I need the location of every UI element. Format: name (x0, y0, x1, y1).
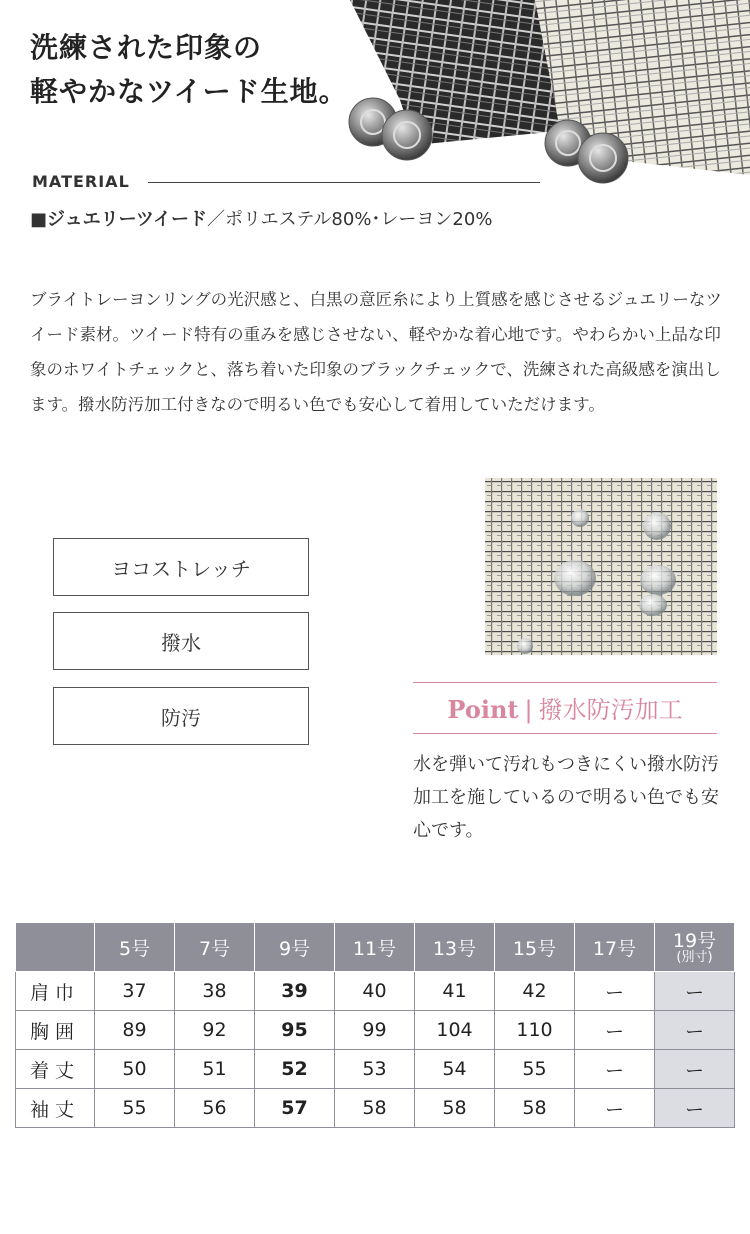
point-separator: | (524, 696, 533, 724)
table-cell: 92 (175, 1011, 255, 1050)
row-label: 袖丈 (16, 1089, 95, 1128)
point-rule-top (413, 682, 717, 683)
table-row (16, 1089, 735, 1128)
point-title: 撥水防汚加工 (538, 696, 683, 724)
material-divider (148, 182, 540, 183)
table-row (16, 1050, 735, 1089)
point-description: 水を弾いて汚れもつきにくい撥水防汚加工を施しているので明るい色でも安心です。 (413, 754, 719, 841)
table-cell: ー (655, 972, 735, 1011)
fabric-swatch-photo (345, 0, 750, 185)
size-header-label: 19号 (672, 929, 717, 952)
water-drop-photo (485, 478, 717, 655)
size-header-blank (16, 923, 95, 972)
table-cell: 104 (415, 1011, 495, 1050)
table-cell: ー (575, 972, 655, 1011)
table-cell: 56 (175, 1089, 255, 1128)
table-cell: ー (655, 1050, 735, 1089)
feature-water-repellent: 撥水 (53, 612, 309, 670)
size-header: 17号 (575, 923, 655, 972)
table-cell: 54 (415, 1050, 495, 1089)
material-composition: ／ポリエステル80%･レーヨン20% (207, 209, 493, 230)
point-label: Point (447, 695, 519, 724)
table-cell: 38 (175, 972, 255, 1011)
table-cell: 58 (415, 1089, 495, 1128)
headline-line-2: 軽やかなツイード生地。 (30, 75, 348, 108)
size-header: 5号 (95, 923, 175, 972)
size-table-header-row (16, 923, 735, 972)
table-cell: 41 (415, 972, 495, 1011)
feature-stain-resistant: 防汚 (53, 687, 309, 745)
table-cell: 52 (255, 1050, 335, 1089)
size-header: 13号 (415, 923, 495, 972)
size-header-special (655, 923, 735, 972)
size-header: 15号 (495, 923, 575, 972)
headline (30, 26, 348, 114)
table-row (16, 972, 735, 1011)
point-rule-bottom (413, 733, 717, 734)
table-cell: 40 (335, 972, 415, 1011)
fabric-description: ブライトレーヨンリングの光沢感と、白黒の意匠糸により上質感を感じさせるジュエリーなツイード素材。ツイード特有の重みを感じさせない、軽やかな着心地です。やわらかい上品な印象のホワイトチェックと、落ち着いた印象のブラックチェックで、洗練された高級感を演出します。撥水防汚加工付きなので明るい色でも安心して着用していただけます。 (30, 290, 722, 414)
table-cell: 53 (335, 1050, 415, 1089)
table-cell: ー (655, 1011, 735, 1050)
table-cell: ー (575, 1089, 655, 1128)
table-cell: 42 (495, 972, 575, 1011)
size-header-note: (別寸) (676, 949, 713, 965)
table-cell: 55 (495, 1050, 575, 1089)
headline-line-1: 洗練された印象の (30, 31, 263, 64)
table-cell: 110 (495, 1011, 575, 1050)
table-cell: 39 (255, 972, 335, 1011)
table-cell: 55 (95, 1089, 175, 1128)
size-header: 7号 (175, 923, 255, 972)
row-label: 肩巾 (16, 972, 95, 1011)
table-cell: 89 (95, 1011, 175, 1050)
table-cell: 58 (335, 1089, 415, 1128)
row-label: 着丈 (16, 1050, 95, 1089)
table-cell: 51 (175, 1050, 255, 1089)
table-cell: 58 (495, 1089, 575, 1128)
table-cell: ー (575, 1050, 655, 1089)
feature-stretch: ヨコストレッチ (53, 538, 309, 596)
size-table (15, 922, 735, 1128)
table-row (16, 1011, 735, 1050)
table-cell: 95 (255, 1011, 335, 1050)
table-cell: ー (655, 1089, 735, 1128)
size-header: 9号 (255, 923, 335, 972)
table-cell: 57 (255, 1089, 335, 1128)
point-heading (413, 690, 717, 725)
row-label: 胸囲 (16, 1011, 95, 1050)
material-spec (30, 205, 492, 231)
table-cell: 37 (95, 972, 175, 1011)
material-label: MATERIAL (32, 172, 130, 191)
size-header: 11号 (335, 923, 415, 972)
material-name: ■ジュエリーツイード (30, 209, 208, 230)
table-cell: 50 (95, 1050, 175, 1089)
table-cell: ー (575, 1011, 655, 1050)
table-cell: 99 (335, 1011, 415, 1050)
